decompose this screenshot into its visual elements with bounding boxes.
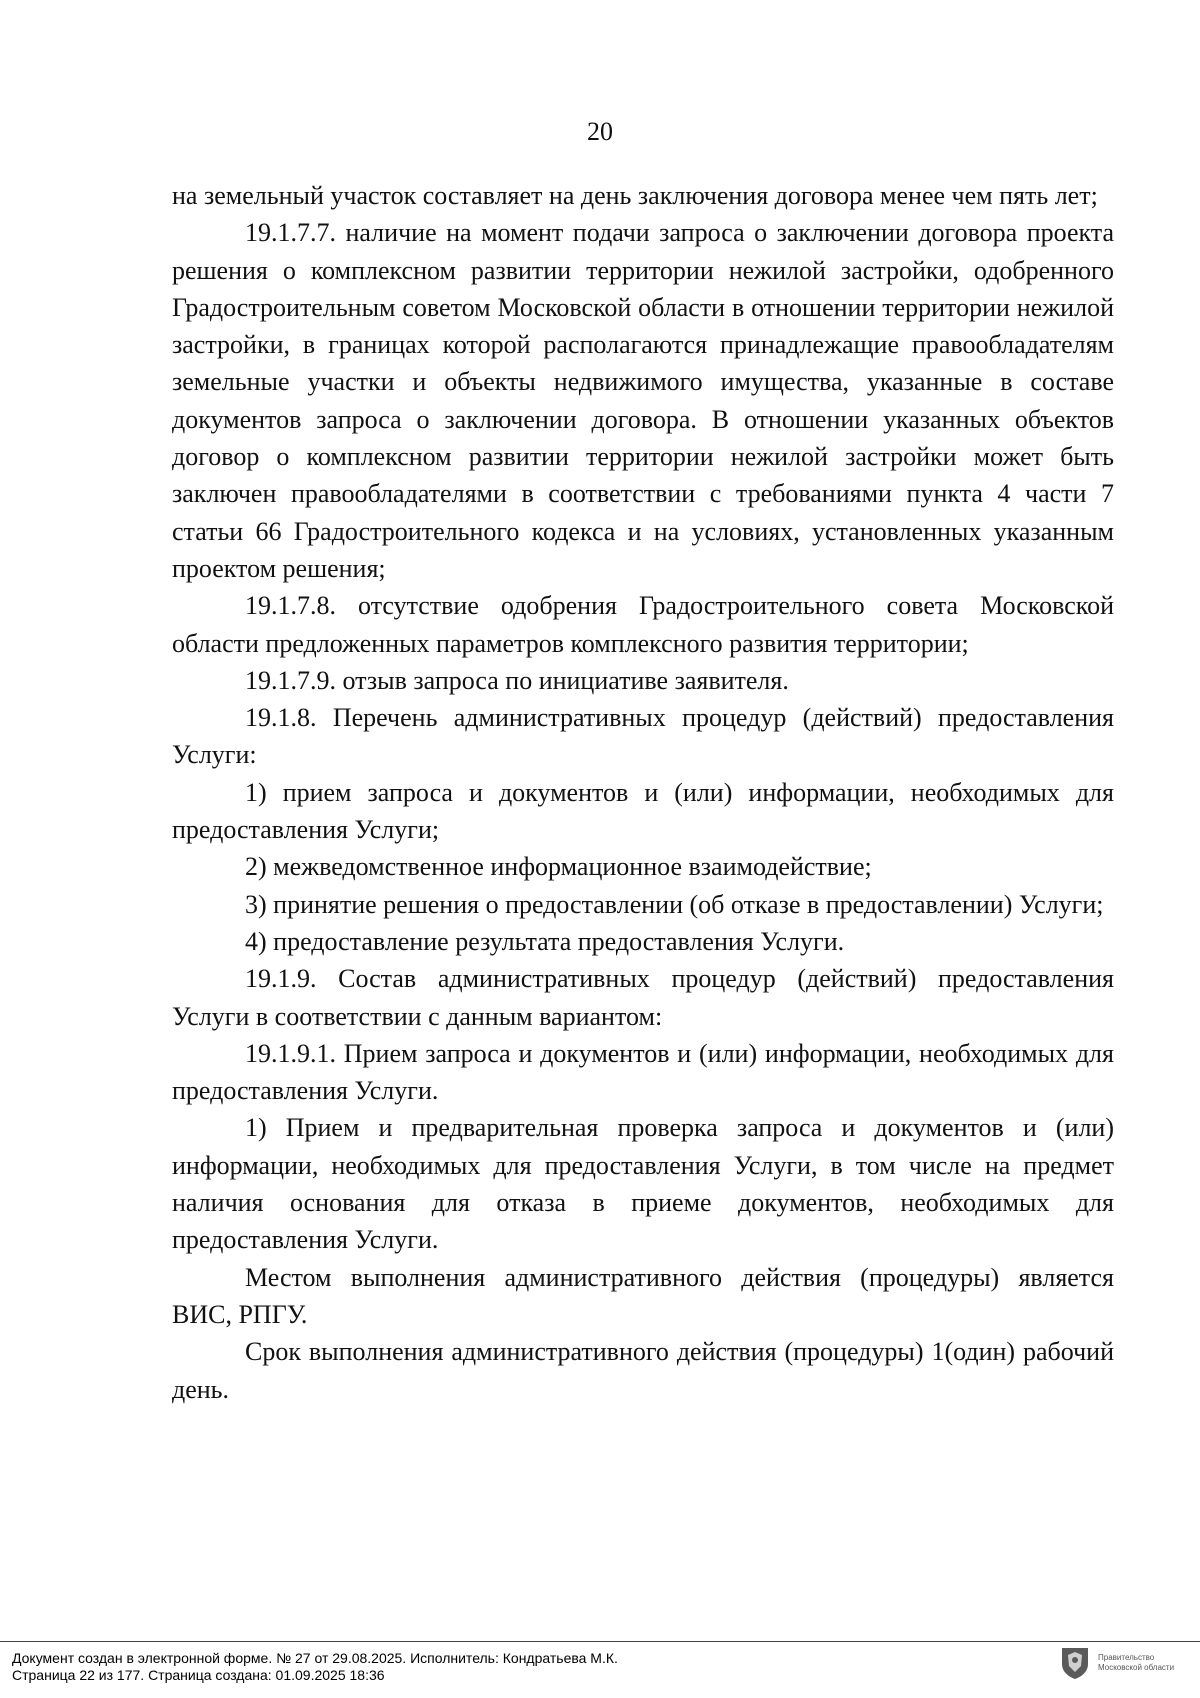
paragraph: 1) прием запроса и документов и (или) информации, необходимых для предоставления Услуги;	[172, 777, 1114, 845]
paragraph: 19.1.9. Состав административных процедур (действий) предоставления Услуги в соответствии с данным вариантом:	[172, 964, 1114, 1031]
document-body	[172, 177, 1114, 1408]
paragraph: 19.1.9.1. Прием запроса и документов и (или) информации, необходимых для предоставления Услуги.	[172, 1038, 1114, 1106]
paragraph: 3) принятие решения о предоставлении (об отказе в предоставлении) Услуги;	[245, 889, 1104, 919]
paragraph: 19.1.7.7. наличие на момент подачи запроса о заключении договора проекта решения о комплексном развитии территории нежилой застройки, одобренного Градостроительным советом Московской области в отношении территории нежилой застройки, в границах которой располагаются принадлежащие правообладателям земельные участки и объекты недвижимого имущества, указанные в составе документов запроса о заключении договора. В отношении указанных объектов договор о комплексном развитии территории нежилой застройки может быть заключен правообладателями в соответствии с требованиями пункта 4 части 7 статьи 66 Градостроительного кодекса и на условиях, установленных указанным проектом решения;	[172, 218, 1114, 583]
logo-text-line2: Московской области	[1098, 1663, 1175, 1672]
coat-of-arms-icon	[1060, 1646, 1090, 1680]
paragraph: 19.1.7.8. отсутствие одобрения Градостроительного совета Московской области предложенных параметров комплексного развития территории;	[172, 591, 1114, 658]
paragraph: на земельный участок составляет на день заключения договора менее чем пять лет;	[172, 181, 1098, 210]
paragraph: 2) межведомственное информационное взаимодействие;	[245, 852, 872, 882]
paragraph: 19.1.8. Перечень административных процедур (действий) предоставления Услуги:	[172, 703, 1114, 770]
footer-divider	[0, 1641, 1200, 1642]
logo-text-line1: Правительство	[1098, 1653, 1155, 1662]
paragraph: Срок выполнения административного действия (процедуры) 1(один) рабочий день.	[172, 1337, 1114, 1404]
paragraph: 4) предоставление результата предоставления Услуги.	[245, 926, 845, 956]
paragraph: Местом выполнения административного действия (процедуры) является ВИС, РПГУ.	[172, 1262, 1114, 1329]
document-footer	[12, 1650, 1012, 1684]
footer-line-page-info: Страница 22 из 177. Страница создана: 01.09.2025 18:36	[12, 1667, 385, 1683]
government-logo	[1060, 1644, 1192, 1684]
page-number: 20	[587, 117, 613, 146]
paragraph: 19.1.7.9. отзыв запроса по инициативе заявителя.	[245, 665, 789, 695]
paragraph: 1) Прием и предварительная проверка запроса и документов и (или) информации, необходимых для предоставления Услуги, в том числе на предмет наличия основания для отказа в приеме документов, необходимых для предоставления Услуги.	[172, 1113, 1114, 1255]
footer-line-document-info: Документ создан в электронной форме. № 27 от 29.08.2025. Исполнитель: Кондратьева М.К.	[12, 1650, 618, 1666]
